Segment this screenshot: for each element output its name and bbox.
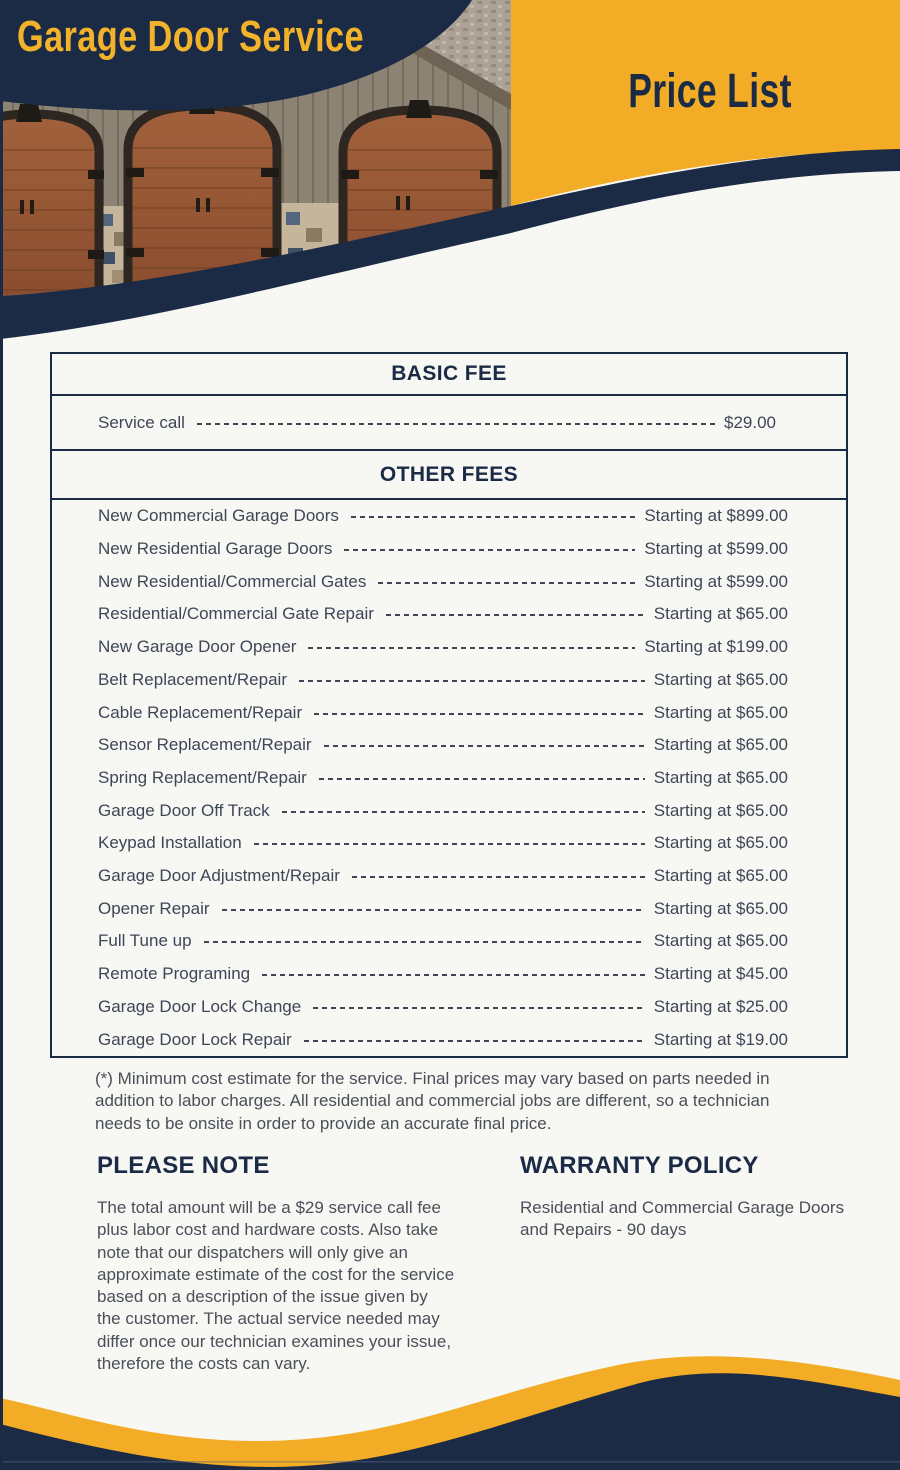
fee-label: New Residential/Commercial Gates <box>98 571 367 591</box>
fee-table <box>50 352 848 1058</box>
fee-label: New Commercial Garage Doors <box>98 506 339 526</box>
other-fees-list <box>52 500 846 1056</box>
fee-row <box>52 631 846 663</box>
fee-price: $29.00 <box>724 412 776 432</box>
dotted-leader <box>204 941 645 943</box>
fee-label: Garage Door Lock Change <box>98 996 302 1016</box>
basic-fee-header: BASIC FEE <box>52 354 846 396</box>
fee-price: Starting at $65.00 <box>653 866 788 886</box>
warranty-policy-heading: WARRANTY POLICY <box>520 1152 759 1179</box>
dotted-leader <box>344 549 635 551</box>
dotted-leader <box>313 1007 645 1009</box>
please-note-section <box>97 1152 455 1375</box>
fee-row <box>52 664 846 696</box>
fee-row <box>52 795 846 827</box>
dotted-leader <box>386 614 645 616</box>
fee-price: Starting at $45.00 <box>653 964 788 984</box>
fee-label: New Residential Garage Doors <box>98 539 333 559</box>
page-title: Price List <box>628 65 792 118</box>
footnote: (*) Minimum cost estimate for the service. Final prices may vary based on parts needed in addition to labor charges. All residential and commercial jobs are different, so a technician needs to be onsite in order to provide an accurate final price. <box>95 1069 770 1133</box>
fee-label: Opener Repair <box>98 898 210 918</box>
warranty-policy-section <box>520 1152 862 1242</box>
fee-price: Starting at $65.00 <box>653 898 788 918</box>
dotted-leader <box>299 680 645 682</box>
fee-label: New Garage Door Opener <box>98 637 297 657</box>
please-note-heading: PLEASE NOTE <box>97 1152 270 1179</box>
fee-price: Starting at $65.00 <box>653 604 788 624</box>
fee-label: Garage Door Lock Repair <box>98 1029 292 1049</box>
fee-row-service-call <box>52 396 846 449</box>
fee-price: Starting at $19.00 <box>653 1029 788 1049</box>
fee-label: Belt Replacement/Repair <box>98 669 287 689</box>
please-note-body: The total amount will be a $29 service call fee plus labor cost and hardware costs. Also take note that our dispatchers will only give an approximate estimate of the cost for the service based on a description of the issue given by the customer. The actual service needed may differ once our technician examines your issue, therefore the costs can vary. <box>97 1198 455 1373</box>
footer-wave <box>0 1350 900 1470</box>
fee-row <box>52 925 846 957</box>
other-fees-header: OTHER FEES <box>52 449 846 500</box>
warranty-policy-body: Residential and Commercial Garage Doors and Repairs - 90 days <box>520 1198 845 1240</box>
fee-row <box>52 893 846 925</box>
fee-label: Garage Door Off Track <box>98 800 270 820</box>
fee-row <box>52 500 846 532</box>
dotted-leader <box>308 647 635 649</box>
dotted-leader <box>351 516 635 518</box>
fee-label: Sensor Replacement/Repair <box>98 735 312 755</box>
dotted-leader <box>197 423 715 425</box>
fee-price: Starting at $65.00 <box>653 767 788 787</box>
dotted-leader <box>319 778 645 780</box>
fee-label: Residential/Commercial Gate Repair <box>98 604 374 624</box>
fee-row <box>52 827 846 859</box>
fee-row <box>52 566 846 598</box>
fee-price: Starting at $25.00 <box>653 996 788 1016</box>
fee-row <box>52 1024 846 1056</box>
fee-row <box>52 729 846 761</box>
fee-label: Full Tune up <box>98 931 192 951</box>
brand-logo-text: Garage Door Service <box>17 12 364 61</box>
dotted-leader <box>262 974 645 976</box>
fee-price: Starting at $65.00 <box>653 735 788 755</box>
dotted-leader <box>314 713 645 715</box>
fee-label: Spring Replacement/Repair <box>98 767 307 787</box>
fee-row <box>52 598 846 630</box>
fee-price: Starting at $599.00 <box>644 539 788 559</box>
fee-label: Keypad Installation <box>98 833 242 853</box>
fee-price: Starting at $65.00 <box>653 702 788 722</box>
fee-price: Starting at $65.00 <box>653 931 788 951</box>
fee-label: Service call <box>98 412 185 432</box>
fee-price: Starting at $199.00 <box>644 637 788 657</box>
fee-price: Starting at $65.00 <box>653 800 788 820</box>
fee-row <box>52 533 846 565</box>
fee-label: Cable Replacement/Repair <box>98 702 303 722</box>
left-edge-border <box>0 0 3 1470</box>
dotted-leader <box>352 876 645 878</box>
dotted-leader <box>378 582 635 584</box>
dotted-leader <box>324 745 645 747</box>
fee-row <box>52 762 846 794</box>
fee-price: Starting at $65.00 <box>653 833 788 853</box>
fee-row <box>52 991 846 1023</box>
dotted-leader <box>254 843 645 845</box>
dotted-leader <box>282 811 645 813</box>
fee-label: Garage Door Adjustment/Repair <box>98 866 340 886</box>
fee-row <box>52 697 846 729</box>
fee-row <box>52 958 846 990</box>
fee-price: Starting at $599.00 <box>644 571 788 591</box>
fee-price: Starting at $65.00 <box>653 669 788 689</box>
fee-row <box>52 860 846 892</box>
fee-price: Starting at $899.00 <box>644 506 788 526</box>
dotted-leader <box>304 1040 645 1042</box>
dotted-leader <box>222 909 645 911</box>
fee-label: Remote Programing <box>98 964 251 984</box>
